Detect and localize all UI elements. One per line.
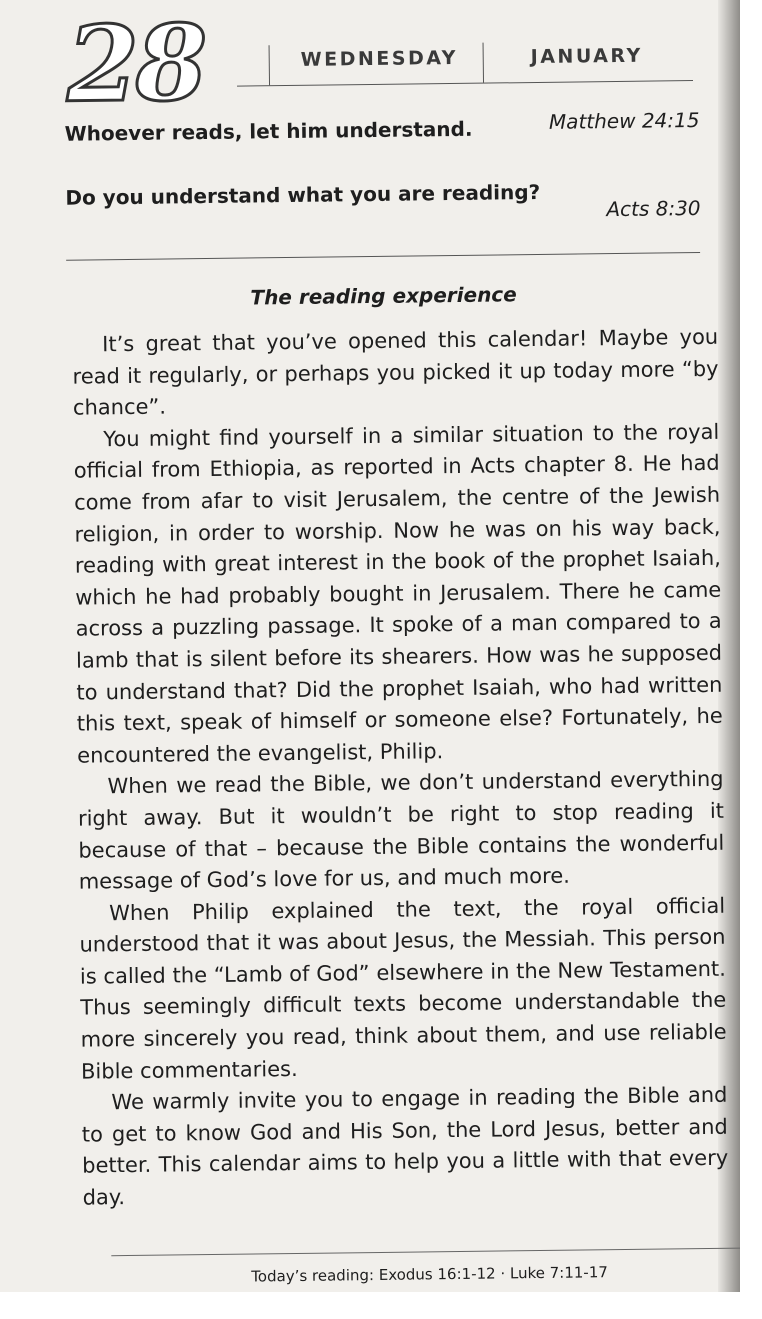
- verse-reference: Matthew 24:15: [548, 107, 700, 134]
- todays-reading: Today’s reading: Exodus 16:1-12 · Luke 7:11-17: [251, 1263, 608, 1286]
- footer-divider: [111, 1247, 740, 1256]
- day-number: 28: [66, 1, 205, 126]
- date-separator: [483, 43, 484, 83]
- article-paragraph: It’s great that you’ve opened this calendar! Maybe you read it regularly, or perhaps you picked it up today more “by chance”.: [72, 324, 719, 420]
- article-paragraph: When Philip explained the text, the royal official understood that it was about Jesus, the Messiah. This person is called the “Lamb of God” elsewhere in the New Testament. Thus seemingly difficult texts become understandable the more sincerely you read, think about them, and use reliable Bible commentaries.: [79, 893, 727, 1084]
- date-separator: [269, 45, 270, 85]
- verse-divider: [66, 252, 700, 261]
- verse-text: Whoever reads, let him understand.: [64, 116, 473, 146]
- date-rule: [237, 80, 693, 87]
- weekday-label: WEDNESDAY: [300, 46, 459, 71]
- article-title: The reading experience: [250, 282, 517, 310]
- article-paragraph: You might find yourself in a similar situation to the royal official from Ethiopia, as reported in Acts chapter 8. He had come from afar to visit Jerusalem, the centre of the Jewish religion, in order to worship. Now he was on his way back, reading with great interest in the book of the prophet Isaiah, which he had probably bought in Jerusalem. There he came across a puzzling passage. It spoke of a man compared to a lamb that is silent before its shearers. How was he supposed to understand that? Did the prophet Isaiah, who had written this text, speak of himself or someone else? Fortunately, he encountered the evangelist, Philip.: [73, 419, 723, 768]
- verse-text: Do you understand what you are reading?: [65, 179, 541, 210]
- article-paragraph: When we read the Bible, we don’t understand everything right away. But it wouldn’t be right to stop reading it because of that – because the Bible contains the wonderful message of God’s love for us, and much more.: [77, 767, 725, 894]
- article-body: [72, 322, 729, 1214]
- article-paragraph: We warmly invite you to engage in reading the Bible and to get to know God and His Son, the Lord Jesus, better and better. This calendar aims to help you a little with that every day.: [81, 1082, 729, 1210]
- verse-reference: Acts 8:30: [606, 195, 701, 222]
- month-label: JANUARY: [530, 44, 643, 69]
